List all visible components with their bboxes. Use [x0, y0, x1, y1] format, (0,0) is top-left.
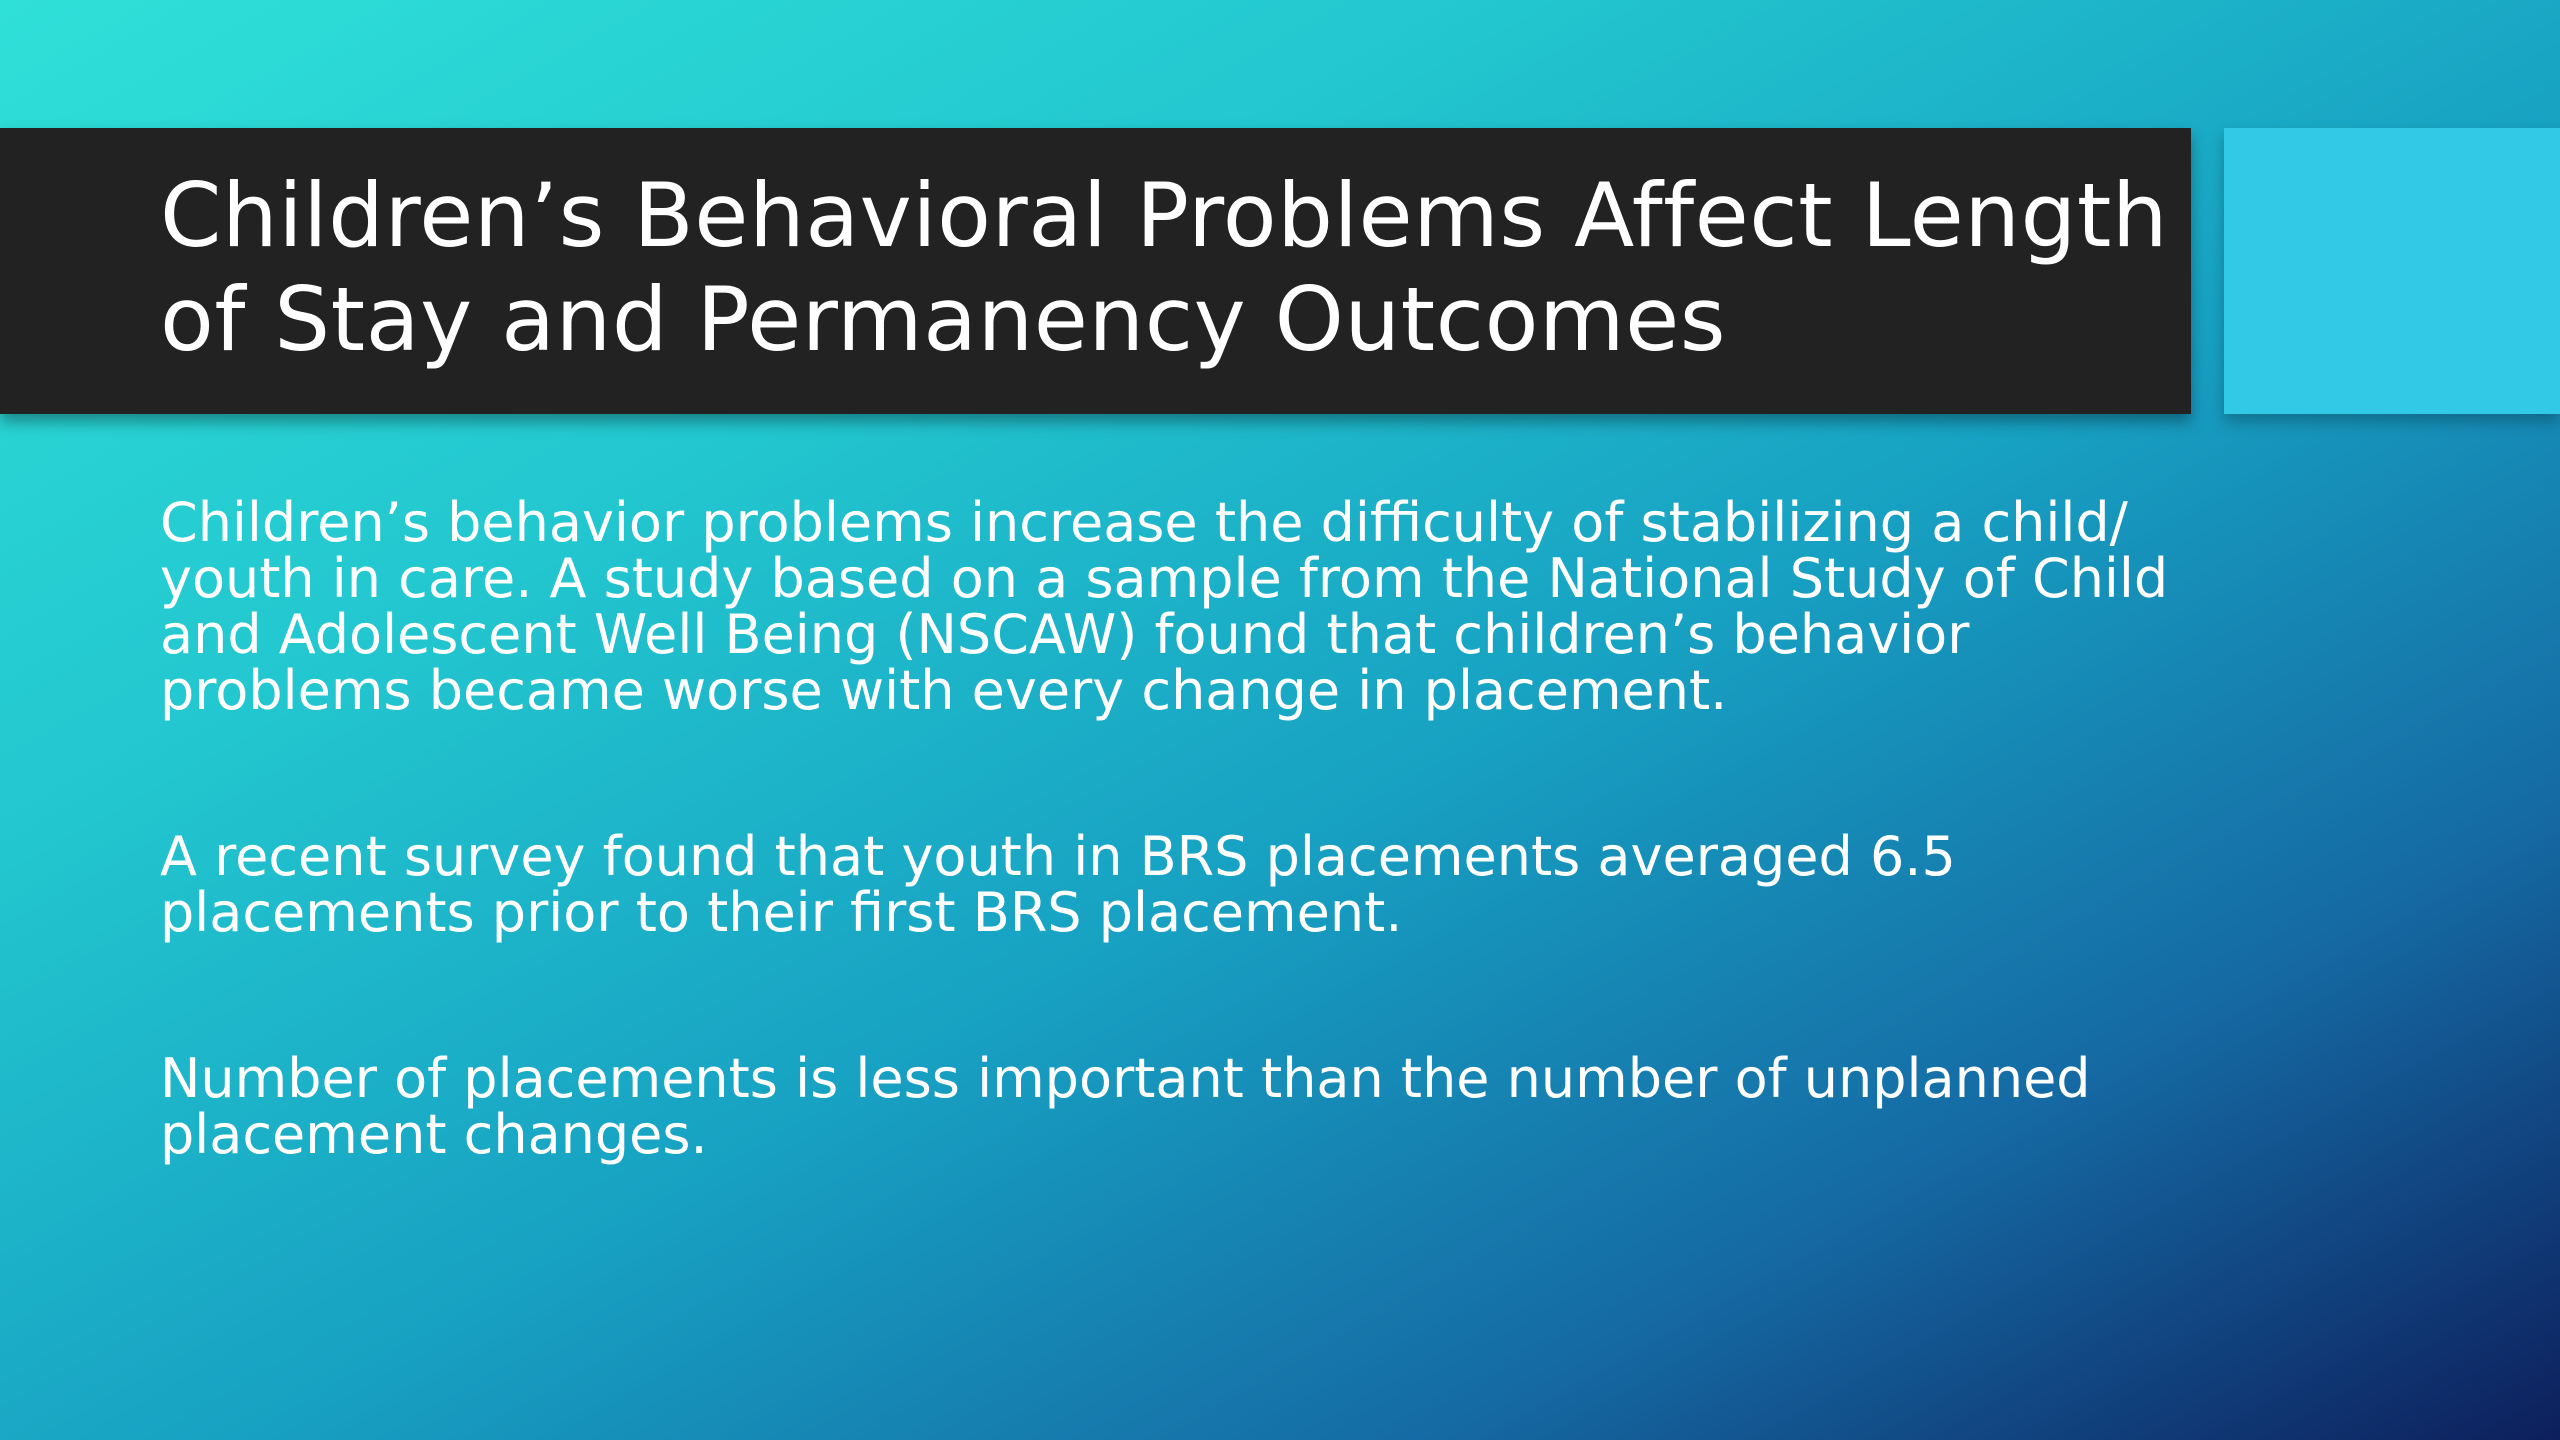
slide-body — [160, 491, 2220, 1166]
body-paragraph-1: Children’s behavior problems increase the difficulty of stabilizing a child/ youth in care. A study based on a sample from the National Study of Child and Adolescent Well Being (NSCAW) found that children’s behavior problems became worse with every change in placement. — [160, 491, 2169, 722]
accent-square — [2224, 128, 2560, 414]
slide-title: Children’s Behavioral Problems Affect Length of Stay and Permanency Outcomes — [160, 164, 2169, 371]
body-paragraph-3: Number of placements is less important than the number of unplanned placement changes. — [160, 1047, 2091, 1166]
body-paragraph-2: A recent survey found that youth in BRS placements averaged 6.5 placements prior to their first BRS placement. — [160, 825, 1956, 944]
